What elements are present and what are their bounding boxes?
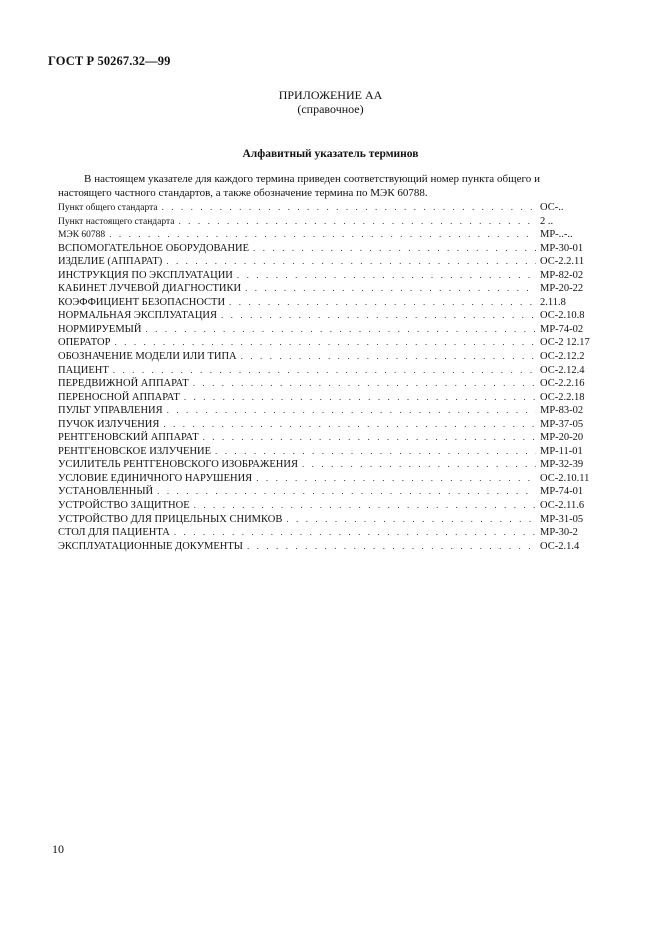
index-title: Алфавитный указатель терминов (242, 148, 419, 160)
dot-leader (302, 458, 536, 472)
dot-leader (178, 215, 536, 229)
index-entry (58, 228, 598, 242)
dot-leader (174, 526, 536, 540)
dot-leader (157, 485, 536, 499)
index-entry (58, 404, 598, 418)
index-entry (58, 458, 598, 472)
dot-leader (145, 323, 536, 337)
index-entry (58, 391, 598, 405)
entry-reference: МР-30-01 (540, 242, 584, 254)
entry-term: Пункт настоящего стандарта (58, 216, 175, 227)
entry-reference: МР-32-39 (540, 459, 584, 471)
dot-leader (215, 445, 536, 459)
dot-leader (203, 431, 536, 445)
entry-term: Пункт общего стандарта (58, 203, 158, 213)
entry-term: НОРМАЛЬНАЯ ЭКСПЛУАТАЦИЯ (58, 310, 217, 322)
page-number: 10 (52, 842, 64, 856)
entry-term: ПУЧОК ИЗЛУЧЕНИЯ (58, 418, 160, 430)
entry-term: СТОЛ ДЛЯ ПАЦИЕНТА (58, 527, 170, 539)
dot-leader (114, 336, 536, 350)
dot-leader (237, 269, 536, 283)
dot-leader (166, 255, 536, 269)
entry-term: УСИЛИТЕЛЬ РЕНТГЕНОВСКОГО ИЗОБРАЖЕНИЯ (58, 459, 298, 471)
dot-leader (194, 499, 536, 513)
index-entry (58, 336, 598, 350)
index-entry (58, 255, 598, 269)
dot-leader (256, 472, 536, 486)
entry-term: УСТРОЙСТВО ДЛЯ ПРИЦЕЛЬНЫХ СНИМКОВ (58, 513, 283, 525)
dot-leader (163, 418, 536, 432)
index-entry (58, 526, 598, 540)
index-entry (58, 296, 598, 310)
entry-term: КОЭФФИЦИЕНТ БЕЗОПАСНОСТИ (58, 296, 226, 308)
dot-leader (245, 282, 536, 296)
entry-term: ОБОЗНАЧЕНИЕ МОДЕЛИ ИЛИ ТИПА (58, 351, 237, 363)
entry-reference: ОС-2.2.11 (540, 256, 585, 268)
entry-reference: МР-74-02 (540, 323, 584, 335)
entry-reference: МР-31-05 (540, 513, 584, 525)
entry-reference: МР-20-22 (540, 283, 584, 295)
entry-term: УСТРОЙСТВО ЗАЩИТНОЕ (58, 500, 190, 512)
index-entry (58, 215, 598, 229)
index-entry (58, 201, 598, 215)
entry-reference: МР-83-02 (540, 405, 584, 417)
index-entry (58, 431, 598, 445)
entry-reference: 2 .. (540, 215, 554, 227)
index-entry (58, 445, 598, 459)
entry-reference: ОС-2.11.6 (540, 500, 585, 512)
appendix-title: ПРИЛОЖЕНИЕ АА (278, 88, 383, 102)
dot-leader (109, 228, 536, 242)
entry-reference: МР-..-.. (540, 229, 573, 241)
entry-reference: ОС-2.12.4 (540, 364, 585, 376)
entry-reference: ОС-2.2.16 (540, 378, 585, 390)
index-entry (58, 242, 598, 256)
dot-leader (162, 201, 536, 215)
index-entry (58, 309, 598, 323)
dot-leader (113, 364, 536, 378)
entry-reference: МР-20-20 (540, 432, 584, 444)
dot-leader (221, 309, 536, 323)
entry-term: КАБИНЕТ ЛУЧЕВОЙ ДИАГНОСТИКИ (58, 283, 242, 295)
entry-term: УСЛОВИЕ ЕДИНИЧНОГО НАРУШЕНИЯ (58, 472, 253, 484)
index-entry (58, 364, 598, 378)
entry-reference: ОС-2.12.2 (540, 351, 585, 363)
entry-reference: ОС-.. (540, 202, 564, 213)
entry-term: РЕНТГЕНОВСКОЕ ИЗЛУЧЕНИЕ (58, 445, 212, 457)
entry-reference: ОС-2.10.11 (540, 472, 590, 484)
appendix-subtitle: (справочное) (297, 102, 364, 116)
entry-reference: МР-11-01 (540, 445, 583, 457)
index-entry (58, 269, 598, 283)
dot-leader (286, 513, 536, 527)
entry-term: ИНСТРУКЦИЯ ПО ЭКСПЛУАТАЦИИ (58, 269, 233, 281)
index-entry (58, 513, 598, 527)
dot-leader (167, 404, 536, 418)
entry-term: ПЕРЕНОСНОЙ АППАРАТ (58, 391, 180, 403)
entry-reference: 2.11.8 (540, 296, 566, 308)
entry-term: МЭК 60788 (58, 230, 106, 241)
index-entry (58, 485, 598, 499)
dot-leader (253, 242, 536, 256)
dot-leader (247, 540, 536, 554)
dot-leader (241, 350, 536, 364)
appendix-heading (0, 88, 661, 116)
document-code: ГОСТ Р 50267.32—99 (48, 54, 171, 68)
index-entry (58, 499, 598, 513)
index-entry (58, 282, 598, 296)
index-entry (58, 323, 598, 337)
dot-leader (193, 377, 536, 391)
entry-term: УСТАНОВЛЕННЫЙ (58, 486, 154, 498)
entry-term: ИЗДЕЛИЕ (АППАРАТ) (58, 256, 163, 268)
entry-term: ПУЛЬТ УПРАВЛЕНИЯ (58, 405, 163, 417)
entry-reference: ОС-2 12.17 (540, 337, 590, 349)
entry-reference: МР-74-01 (540, 486, 584, 498)
entry-reference: МР-37-05 (540, 418, 584, 430)
entry-reference: МР-82-02 (540, 269, 584, 281)
index-entry (58, 472, 598, 486)
index-entry (58, 418, 598, 432)
index-entries (58, 201, 598, 553)
entry-reference: ОС-2.1.4 (540, 540, 580, 552)
entry-reference: МР-30-2 (540, 527, 578, 539)
dot-leader (184, 391, 536, 405)
entry-term: ПАЦИЕНТ (58, 364, 109, 376)
index-entry (58, 377, 598, 391)
entry-term: НОРМИРУЕМЫЙ (58, 323, 142, 335)
entry-term: ПЕРЕДВИЖНОЙ АППАРАТ (58, 378, 189, 390)
index-intro: В настоящем указателе для каждого термина приведен соответствующий номер пункта общего и настоящего частного стандартов, а также обозначение термина по МЭК 60788. (58, 173, 540, 199)
entry-term: ВСПОМОГАТЕЛЬНОЕ ОБОРУДОВАНИЕ (58, 242, 250, 254)
index-entry (58, 540, 598, 554)
entry-term: ОПЕРАТОР (58, 337, 111, 349)
entry-term: ЭКСПЛУАТАЦИОННЫЕ ДОКУМЕНТЫ (58, 540, 243, 552)
entry-reference: ОС-2.2.18 (540, 391, 585, 403)
dot-leader (229, 296, 536, 310)
entry-term: РЕНТГЕНОВСКИЙ АППАРАТ (58, 432, 199, 444)
entry-reference: ОС-2.10.8 (540, 310, 585, 322)
index-entry (58, 350, 598, 364)
